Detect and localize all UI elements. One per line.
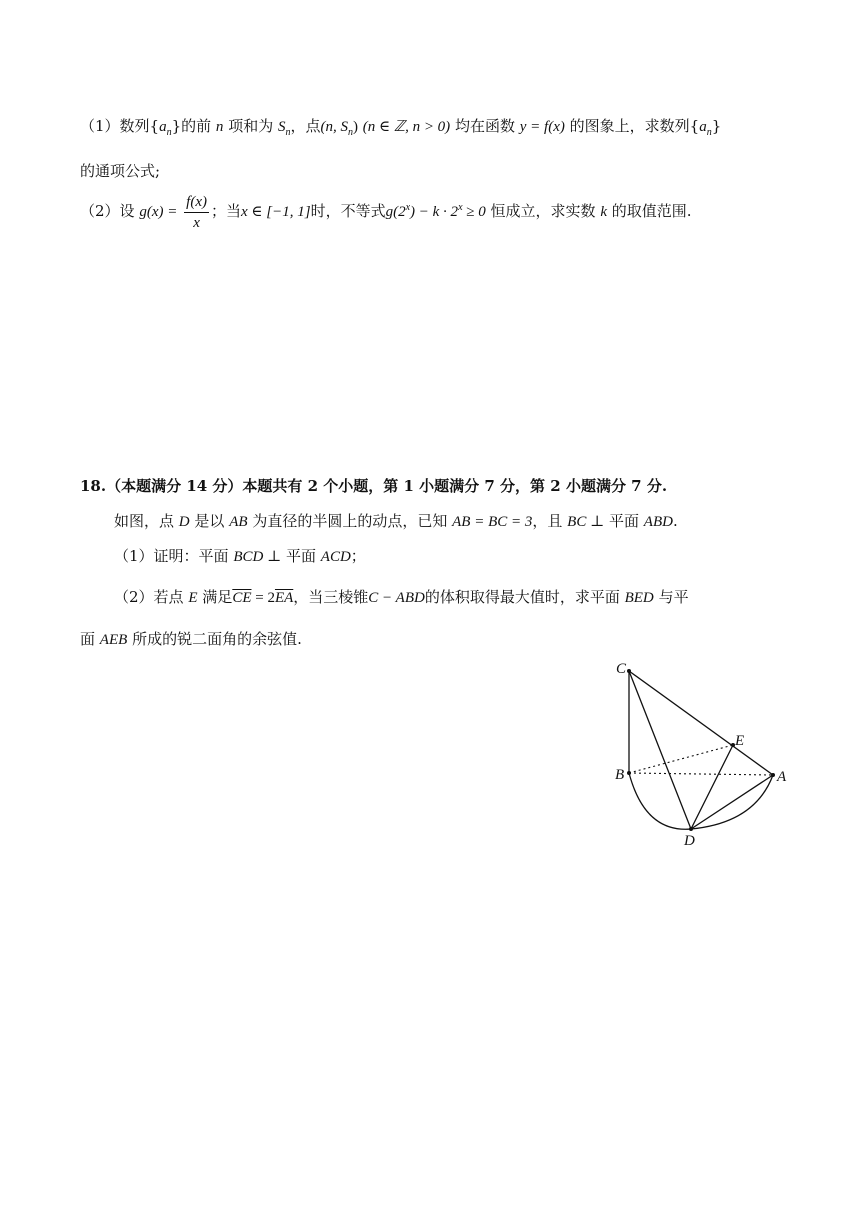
semicircle-arc xyxy=(629,773,773,829)
point-B xyxy=(627,771,631,775)
q17-part1-line1: （1）数列$\{a_n\}$的前 n 项和为 $S_n$，点(n, $S_n$) (n ∈ ℤ, n > 0) 均在函数 y = f(x) 的图象上，求数列$\{a_n\}$ xyxy=(80,117,722,138)
point-A xyxy=(771,773,775,777)
geometry-figure xyxy=(605,655,805,855)
edge-AD xyxy=(691,775,773,829)
label-C: C xyxy=(616,661,627,677)
edge-BA-dashed xyxy=(629,773,773,775)
edge-CA xyxy=(629,671,773,775)
point-C xyxy=(627,669,631,673)
q18-part2-line1: （2）若点 E 满足$\overline{CE} = 2\overline{EA}$，当三棱锥C − ABD的体积取得最大值时，求平面 BED 与平 xyxy=(114,588,689,606)
q17-part2: （2）设 g(x) = $\frac{f(x)}{x}$ ；当x ∈ [−1, 1]时，不等式$g(2^x) - k \cdot 2^x \ge 0$ 恒成立，求实数 k 的取值范围. xyxy=(80,193,692,231)
q17-part1-line2: 的通项公式; xyxy=(80,162,161,180)
fraction-fx-over-x: $\frac{f(x)}{x}$ xyxy=(186,193,207,231)
label-B: B xyxy=(615,767,625,783)
label-E: E xyxy=(735,733,745,749)
edge-CD xyxy=(629,671,691,829)
q18-intro: 如图，点 D 是以 AB 为直径的半圆上的动点，已知 AB = BC = 3，且 BC ⊥ 平面 ABD. xyxy=(114,512,678,530)
point-D xyxy=(689,827,693,831)
label-D: D xyxy=(684,833,695,849)
q18-part2-line2: 面 AEB 所成的锐二面角的余弦值. xyxy=(80,630,302,648)
edge-BE-dashed xyxy=(629,745,733,773)
q18-heading: 18.（本题满分 14 分）本题共有 2 个小题，第 1 小题满分 7 分，第 2 小题满分 7 分. xyxy=(80,477,668,495)
label-A: A xyxy=(777,769,787,785)
q18-part1: （1）证明：平面 BCD ⊥ 平面 ACD； xyxy=(114,547,366,565)
edge-ED xyxy=(691,745,733,829)
